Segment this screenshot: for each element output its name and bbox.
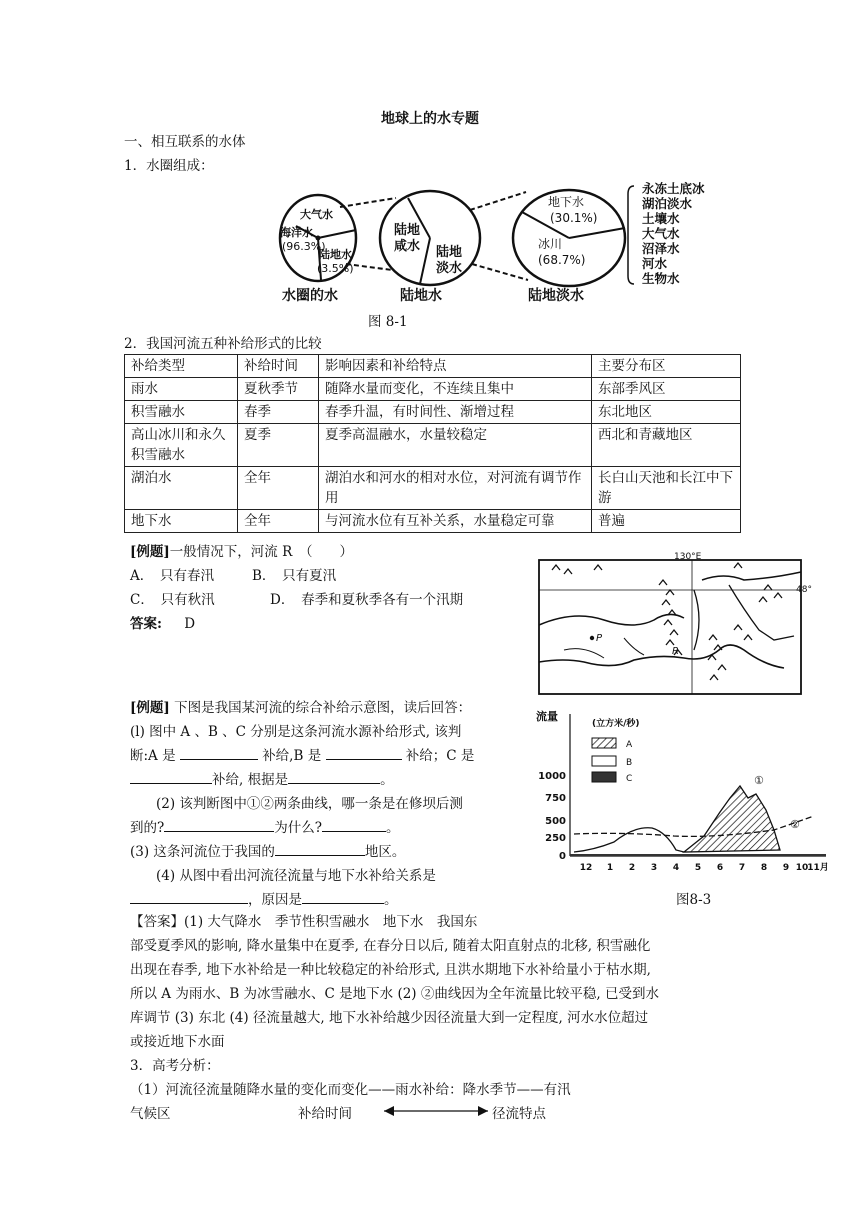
answer-blank[interactable] [302, 889, 384, 904]
table-row [125, 401, 741, 424]
figure-caption: 图 8-1 [368, 314, 408, 330]
land-water-label: 陆地水 [319, 248, 352, 261]
double-arrow-icon [380, 1102, 492, 1120]
analysis-line: （1）河流径流量随降水量的变化而变化——雨水补给：降水季节——有汛 [130, 1082, 571, 1098]
table-header-row [125, 355, 741, 378]
option-a: A． 只有春汛 [130, 568, 214, 584]
freshwater-item: 土壤水 [642, 211, 680, 226]
answer-line: 所以 A 为雨水、B 为冰雪融水、C 是地下水 (2) ②曲线因为全年流量比较平稳, 已受到水 [130, 986, 659, 1002]
y-axis-label: 流量 [536, 710, 558, 723]
river-supply-chart [534, 704, 834, 879]
hydrosphere-diagram [276, 180, 746, 305]
y-tick-label: 0 [559, 851, 566, 862]
figure-caption: 图8-3 [676, 892, 712, 908]
river-map [534, 550, 824, 700]
legend-label: B [626, 758, 633, 768]
answer-line: 部受夏季风的影响, 降水量集中在夏季, 在春分日以后, 随着太阳直射点的北移, 积雪融化 [130, 938, 651, 954]
diagram-label: 水圈的水 [282, 288, 338, 304]
table-row [125, 378, 741, 401]
land-salt-label-2: 咸水 [394, 239, 421, 254]
question-text: 断:A 是 [130, 748, 176, 764]
question-text: 补给,B 是 [262, 748, 322, 764]
table-cell: 地下水 [125, 510, 238, 533]
y-tick-label: 750 [545, 793, 566, 804]
question-text: 为什么? [274, 820, 322, 836]
option-d: D． 春季和夏秋季各有一个汛期 [270, 592, 464, 608]
table-cell: 长白山天池和长江中下游 [592, 467, 741, 510]
table-cell: 湖泊水 [125, 467, 238, 510]
example-intro: 下图是我国某河流的综合补给示意图，读后回答： [174, 700, 472, 716]
freshwater-item: 生物水 [642, 271, 680, 286]
freshwater-item: 湖泊淡水 [642, 196, 693, 211]
unit-label: (立方米/秒) [592, 719, 640, 729]
table-cell: 高山冰川和永久积雪融水 [125, 424, 238, 467]
table-cell: 东部季风区 [592, 378, 741, 401]
question-text: ，原因是 [248, 892, 302, 908]
curve-label: ② [790, 818, 800, 831]
table-cell: 雨水 [125, 378, 238, 401]
x-tick-label: 12 [579, 863, 593, 873]
example-stem: 一般情况下，河流 R （ ） [169, 544, 353, 560]
legend-label: C [626, 774, 633, 784]
x-tick-label: 10 [795, 863, 809, 873]
table-header: 主要分布区 [592, 355, 741, 378]
table-cell: 随降水量而变化，不连续且集中 [319, 378, 592, 401]
table-cell: 夏秋季节 [238, 378, 319, 401]
land-fresh-label-2: 淡水 [436, 261, 463, 276]
atmosphere-water-label: 大气水 [300, 208, 333, 221]
question-1a: (l) 图中 A 、B 、C 分别是这条河流水源补给形式, 该判 [130, 724, 462, 740]
river-r-label: R [672, 646, 679, 657]
question-4a: (4) 从图中看出河流径流量与地下水补给关系是 [156, 868, 436, 884]
table-header: 补给时间 [238, 355, 319, 378]
question-text: 。 [380, 772, 394, 788]
answer-blank[interactable] [130, 769, 212, 784]
table-cell: 春季升温，有时间性、渐增过程 [319, 401, 592, 424]
land-fresh-label-1: 陆地 [436, 245, 463, 260]
glacier-pct: (68.7%) [538, 253, 586, 267]
land-salt-label-1: 陆地 [394, 223, 421, 238]
x-tick-label: 9 [782, 863, 790, 873]
ocean-water-label: 海洋水 [280, 226, 313, 239]
freshwater-item: 永冻土底冰 [642, 181, 705, 196]
diagram-label: 陆地水 [400, 288, 442, 304]
page-title: 地球上的水专题 [381, 111, 479, 127]
question-text: (3) 这条河流位于我国的 [130, 844, 275, 860]
y-tick-label: 500 [545, 816, 566, 827]
example-tag: [例题] [130, 544, 170, 560]
supply-table [124, 354, 741, 533]
table-header: 补给类型 [125, 355, 238, 378]
item-heading: 2．我国河流五种补给形式的比较 [124, 336, 322, 352]
table-header: 影响因素和补给特点 [319, 355, 592, 378]
example-tag: [例题] [130, 700, 170, 716]
table-cell: 夏季高温融水，水量较稳定 [319, 424, 592, 467]
groundwater-pct: (30.1%) [550, 211, 598, 225]
answer-line: 【答案】(1) 大气降水 季节性积雪融水 地下水 我国东 [130, 914, 478, 930]
legend-label: A [626, 740, 633, 750]
question-text: 补给；C 是 [405, 748, 475, 764]
ocean-water-pct: (96.3%) [282, 240, 326, 253]
question-text: 。 [384, 892, 398, 908]
x-tick-label: 11月 [807, 863, 829, 873]
y-tick-label: 250 [545, 833, 566, 844]
table-row [125, 424, 741, 467]
table-cell: 与河流水位有互补关系，水量稳定可靠 [319, 510, 592, 533]
flow-label: 气候区 [130, 1106, 171, 1122]
question-2a: (2) 该判断图中①②两条曲线，哪一条是在修坝后测 [156, 796, 463, 812]
x-tick-label: 3 [650, 863, 658, 873]
table-cell: 夏季 [238, 424, 319, 467]
answer-line: 或接近地下水面 [130, 1034, 225, 1050]
table-row [125, 467, 741, 510]
table-cell: 全年 [238, 510, 319, 533]
table-cell: 春季 [238, 401, 319, 424]
question-text: 地区。 [364, 844, 406, 860]
glacier-label: 冰川 [538, 237, 563, 251]
freshwater-item: 沼泽水 [642, 241, 680, 256]
answer-blank[interactable] [130, 889, 248, 904]
answer-label: 答案: [130, 616, 162, 632]
freshwater-list [642, 181, 705, 286]
option-b: B． 只有夏汛 [252, 568, 337, 584]
latitude-label: 48° [796, 585, 812, 595]
x-tick-label: 7 [738, 863, 746, 873]
answer-blank[interactable] [164, 817, 274, 832]
x-tick-label: 4 [672, 863, 680, 873]
groundwater-label: 地下水 [548, 195, 585, 209]
table-cell: 普遍 [592, 510, 741, 533]
table-cell: 西北和青藏地区 [592, 424, 741, 467]
answer-blank[interactable] [322, 817, 386, 832]
x-tick-label: 5 [694, 863, 702, 873]
table-cell: 全年 [238, 467, 319, 510]
x-tick-label: 2 [628, 863, 636, 873]
table-row [125, 510, 741, 533]
answer-blank[interactable] [275, 841, 365, 856]
option-c: C． 只有秋汛 [130, 592, 215, 608]
answer-line: 出现在春季, 地下水补给是一种比较稳定的补给形式, 且洪水期地下水补给量小于枯水期, [130, 962, 651, 978]
table-cell: 湖泊水和河水的相对水位，对河流有调节作用 [319, 467, 592, 510]
answer-blank[interactable] [180, 745, 258, 760]
answer-blank[interactable] [326, 745, 402, 760]
table-cell: 积雪融水 [125, 401, 238, 424]
freshwater-item: 河水 [642, 256, 668, 271]
diagram-label: 陆地淡水 [528, 288, 584, 304]
land-water-pct: (3.5%) [317, 262, 354, 275]
curve-label: ① [754, 774, 764, 787]
question-text: 。 [386, 820, 400, 836]
x-tick-label: 1 [606, 863, 614, 873]
section-heading: 一、相互联系的水体 [124, 134, 246, 150]
question-text: 补给, 根据是 [212, 772, 289, 788]
longitude-label: 130°E [674, 552, 702, 562]
answer-blank[interactable] [288, 769, 380, 784]
flow-label: 补给时间 [298, 1106, 352, 1122]
y-tick-label: 1000 [538, 771, 566, 782]
table-cell: 东北地区 [592, 401, 741, 424]
question-text: 到的? [130, 820, 165, 836]
item-heading: 1．水圈组成： [124, 158, 214, 174]
point-p-label: P [596, 633, 603, 644]
answer-line: 库调节 (3) 东北 (4) 径流量越大, 地下水补给越少因径流量大到一定程度, 河水水位超过 [130, 1010, 649, 1026]
freshwater-item: 大气水 [642, 226, 680, 241]
answer-value: D [184, 616, 196, 632]
x-tick-label: 6 [716, 863, 724, 873]
flow-label: 径流特点 [492, 1106, 546, 1122]
x-tick-label: 8 [760, 863, 768, 873]
item-heading: 3．高考分析： [130, 1058, 220, 1074]
